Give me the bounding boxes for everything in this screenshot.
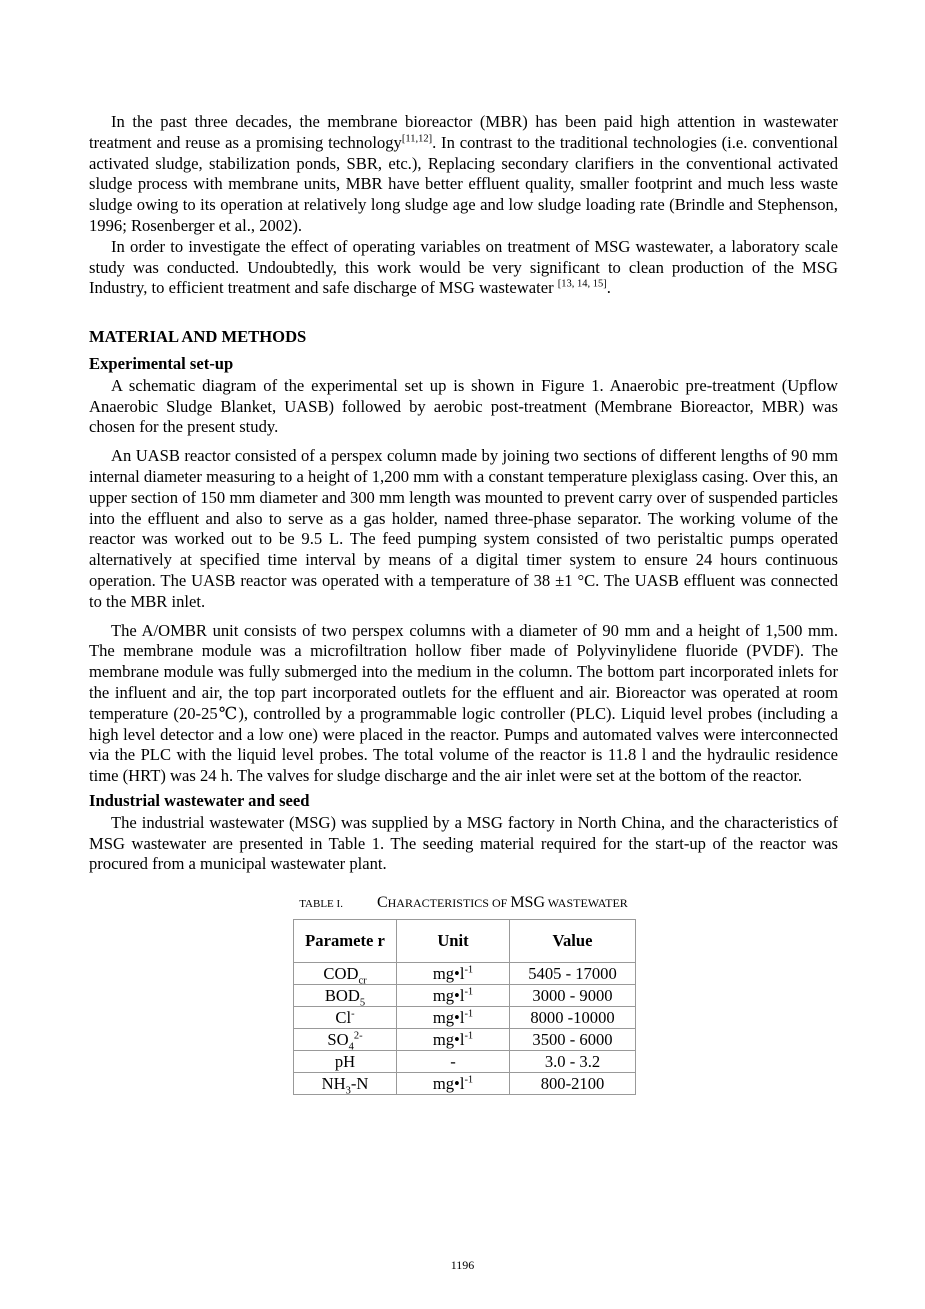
table-header-row [294, 919, 636, 962]
value-cell: 5405 - 17000 [510, 962, 636, 984]
parameter-cell: $SO_4^{2-}$ [294, 1028, 397, 1050]
parameter-cell: Cl- [294, 1006, 397, 1028]
unit-cell: - [397, 1050, 510, 1072]
parameter-cell: $BOD_5$ [294, 984, 397, 1006]
unit-cell: $mg•l^{-1}$ [397, 962, 510, 984]
unit-cell: $mg•l^{-1}$ [397, 1072, 510, 1094]
column-header: Value [510, 919, 636, 962]
table-caption: TABLE I. CHARACTERISTICS OF MSG WASTEWATER [299, 894, 628, 912]
paragraph: The A/OMBR unit consists of two perspex columns with a diameter of 90 mm and a height of 1,500 mm. The membrane module was a microfiltration hollow fiber made of Polyvinylidene fluoride (PVDF). The membrane module was fully submerged into the medium in the column. The bottom part incorporated inlets for the influent and air, the top part incorporated outlets for the effluent and air. Bioreactor was operated at room temperature (20-25℃), controlled by a programmable logic controller (PLC). Liquid level probes (including a high level detector and a low one) were placed in the reactor. Pumps and automated valves were interconnected via the PLC with the liquid level probes. The total volume of the reactor is 11.8 l and the hydraulic residence time (HRT) was 24 h. The valves for sludge discharge and the air inlet were set at the bottom of the reactor. [89, 620, 838, 786]
subsection-heading: Industrial wastewater and seed [89, 790, 310, 810]
citation: [13, 14, 15] [557, 278, 607, 290]
unit-cell: $mg•l^{-1}$ [397, 1006, 510, 1028]
unit-cell: $mg•l^{-1}$ [397, 984, 510, 1006]
paragraph: The industrial wastewater (MSG) was supplied by a MSG factory in North China, and the characteristics of MSG wastewater are presented in Table 1. The seeding material required for the start-up of the reactor was procured from a municipal wastewater plant. [89, 812, 838, 874]
column-header: Paramete r [294, 919, 397, 962]
page-number: 1196 [450, 1258, 475, 1272]
value-cell: 3500 - 6000 [510, 1028, 636, 1050]
table-row [294, 1006, 636, 1028]
value-cell: 800-2100 [510, 1072, 636, 1094]
section-heading: MATERIAL AND METHODS [89, 327, 307, 347]
value-cell: 3.0 - 3.2 [510, 1050, 636, 1072]
table-row [294, 962, 636, 984]
subsection-heading: Experimental set-up [89, 353, 234, 373]
unit-cell: $mg•l^{-1}$ [397, 1028, 510, 1050]
citation: [11,12] [401, 133, 433, 145]
characteristics-table [293, 919, 636, 1095]
value-cell: 8000 -10000 [510, 1006, 636, 1028]
table-row [294, 1050, 636, 1072]
paragraph: A schematic diagram of the experimental set up is shown in Figure 1. Anaerobic pre-treatment (Upflow Anaerobic Sludge Blanket, UASB) followed by aerobic post-treatment (Membrane Bioreactor, MBR) was chosen for the present study. [89, 375, 838, 437]
table-row [294, 984, 636, 1006]
table-row [294, 1028, 636, 1050]
page-body [89, 112, 838, 1095]
value-cell: 3000 - 9000 [510, 984, 636, 1006]
column-header: Unit [397, 919, 510, 962]
intro-paragraph-1: In the past three decades, the membrane bioreactor (MBR) has been paid high attention in wastewater treatment and reuse as a promising technology[11,12]. In contrast to the traditional technologies (i.e. conventional activated sludge, stabilization ponds, SBR, etc.), Replacing secondary clarifiers in the conventional activated sludge process with membrane units, MBR have better effluent quality, smaller footprint and much less waste sludge owing to its operation at relatively long sludge age and low sludge loading rate (Brindle and Stephenson, 1996; Rosenberger et al., 2002). [89, 112, 838, 235]
parameter-cell: $COD_{cr}$ [294, 962, 397, 984]
intro-paragraph-2: In order to investigate the effect of operating variables on treatment of MSG wastewater, a laboratory scale study was conducted. Undoubtedly, this work would be very significant to clean production of the MSG Industry, to efficient treatment and safe discharge of MSG wastewater [13, 14, 15]. [89, 236, 838, 298]
parameter-cell: $NH_3-N$ [294, 1072, 397, 1094]
parameter-cell: pH [294, 1050, 397, 1072]
table-row [294, 1072, 636, 1094]
paragraph: An UASB reactor consisted of a perspex column made by joining two sections of different lengths of 90 mm internal diameter measuring to a height of 1,200 mm with a constant temperature plexiglass casing. Over this, an upper section of 150 mm diameter and 300 mm length was mounted to prevent carry over of suspended particles into the effluent and also to serve as a gas holder, named three-phase separator. The working volume of the reactor was worked out to be 9.5 L. The feed pumping system consisted of two peristaltic pumps operated alternatively at specified time interval by means of a digital timer system to ensure 24 hours continuous operation. The UASB reactor was operated with a temperature of 38 ±1 °C. The UASB effluent was connected to the MBR inlet. [89, 446, 838, 611]
